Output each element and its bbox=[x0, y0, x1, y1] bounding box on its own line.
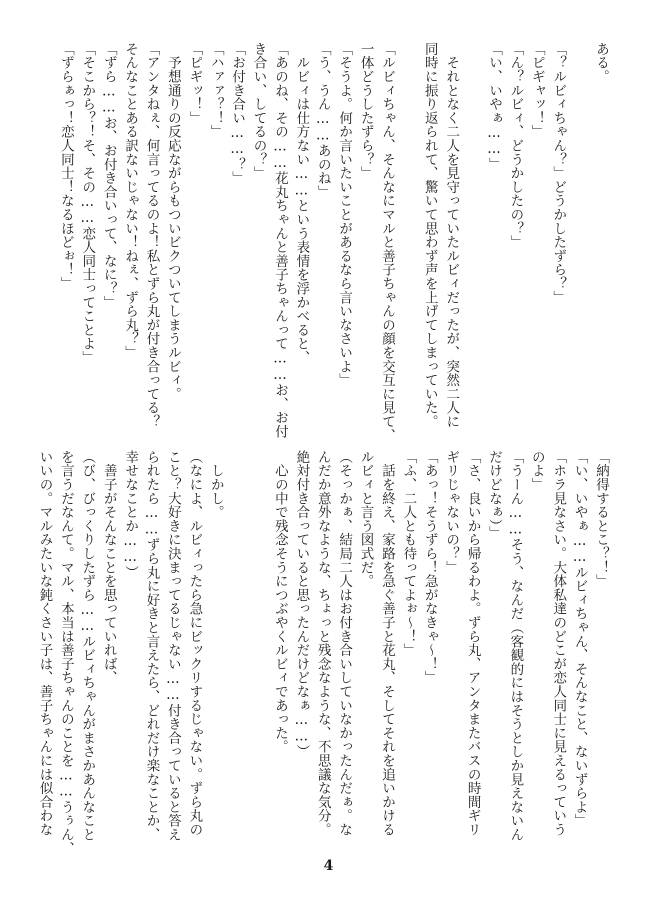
text-line: 「ずらぁっ！恋人同士！なるほどぉ！」 bbox=[57, 42, 74, 291]
text-line: 同時に振り返られて、驚いて思わず声を上げてしまっていた。 bbox=[421, 42, 438, 429]
text-line: 「ルビィちゃん、そんなにマルと善子ちゃんの顔を交互に見て、 bbox=[378, 42, 395, 443]
text-line: 幸せなことか……） bbox=[122, 450, 139, 580]
text-line: 心の中で残念そうにつぶやくルビィであった。 bbox=[271, 450, 288, 754]
text-line bbox=[461, 42, 482, 402]
text-line: 「ん？ルビィ、どうかしたの？」 bbox=[507, 42, 524, 249]
lower-text-tier bbox=[36, 450, 611, 856]
text-line: 「ピギャッ！」 bbox=[528, 42, 545, 139]
text-line: のよ」 bbox=[528, 450, 545, 492]
text-line: ギリじゃないの？」 bbox=[443, 450, 460, 575]
text-line: こと？大好きに決まってるじゃない……付き合っていると答え bbox=[164, 450, 181, 842]
text-line: 「さ、良いから帰るわよ。ずら丸、アンタまたバスの時間ギリ bbox=[464, 450, 481, 837]
text-line: んだか意外なような、ちょっと残念なような、不思議な気分。 bbox=[314, 450, 331, 837]
text-line: だけどなぁ）」 bbox=[485, 450, 502, 540]
text-line: 「ハァァ？！」 bbox=[207, 42, 224, 139]
text-line: 「お付き合い……？」 bbox=[229, 42, 246, 185]
text-line: 善子がそんなことを思っていれば、 bbox=[100, 450, 117, 685]
text-line: 「ピギッ！」 bbox=[186, 42, 203, 125]
page-number: 4 bbox=[323, 858, 334, 874]
text-line: られたら……ずら丸に好きと言えたら、どれだけ楽なことか、 bbox=[143, 450, 160, 842]
text-line: 「あっ！そうずら！急がなきゃ～！」 bbox=[421, 450, 438, 685]
text-line: ルビィと言う図式だ。 bbox=[357, 450, 374, 588]
text-line: （び、びっくりしたずら……ルビィちゃんがまさかあんなこと bbox=[79, 450, 96, 842]
text-line: 「ホラ見なさい。大体私達のどこが恋人同士に見えるっていう bbox=[550, 450, 567, 837]
text-line: 話を終え、家路を急ぐ善子と花丸、そしてそれを追いかける bbox=[378, 450, 395, 837]
text-line: 「あのね、その……花丸ちゃんと善子ちゃんって……お、お付 bbox=[271, 42, 288, 439]
text-line: それとなく二人を見守っていたルビィだったが、突然二人に bbox=[443, 42, 460, 429]
text-line bbox=[226, 450, 247, 810]
text-line: 「そこから？！そ、その……恋人同士ってことよ」 bbox=[79, 42, 96, 365]
text-line: （そっかぁ、結局二人はお付き合いしていなかったんだぁ。な bbox=[336, 450, 353, 837]
upper-text-tier bbox=[41, 42, 611, 443]
text-line: き合い、してるの？」 bbox=[250, 42, 267, 180]
text-line: 「ふ、二人とも待ってよぉ～！」 bbox=[400, 450, 417, 657]
text-line: いいの。マルみたいな鈍くさい子は、善子ちゃんには似合わな bbox=[36, 450, 53, 837]
text-line bbox=[568, 42, 589, 402]
text-line: 「い、いやぁ……ルビィちゃん、そんなこと、ないずらよ」 bbox=[571, 450, 588, 828]
text-line: 「い、いやぁ……」 bbox=[485, 42, 502, 172]
text-line: を言うだなんて。マル、本当は善子ちゃんのことを……うぅん、 bbox=[57, 450, 74, 856]
text-line: （なによ、ルビィったら急にビックリするじゃない。ずら丸の bbox=[186, 450, 203, 837]
text-line: 「うーん……そう、なんだ（客観的にはそうとしか見えないん bbox=[507, 450, 524, 842]
text-line: ある。 bbox=[593, 42, 609, 84]
text-line: 絶対付き合っていると思ったんだけどなぁ……） bbox=[293, 450, 310, 759]
text-line: ルビィは仕方ない……という表情を浮かべると、 bbox=[293, 42, 310, 365]
text-line: 「？ルビィちゃん？」どうかしたずら？」 bbox=[550, 42, 567, 305]
text-line: そんなことある訳ないじゃない！ねぇ、ずら丸？」 bbox=[122, 42, 139, 360]
text-line: 「納得するとこ？！」 bbox=[593, 450, 609, 588]
text-line: 一体どうしたずら？」 bbox=[357, 42, 374, 180]
text-line bbox=[397, 42, 418, 402]
text-line: 「アンタねぇ、何言ってるのよ！私とずら丸が付き合ってる？ bbox=[143, 42, 160, 429]
text-line bbox=[247, 450, 268, 810]
text-line: 予想通りの反応ながらもついビクついてしまうルビィ。 bbox=[164, 42, 181, 401]
text-line: しかし。 bbox=[207, 450, 224, 519]
text-line: 「そうよ。何か言いたいことがあるなら言いなさいよ」 bbox=[336, 42, 353, 387]
text-line: 「う、うん……あのね」 bbox=[314, 42, 331, 199]
text-line: 「ずら……お、お付き合いって、なに？」 bbox=[100, 42, 117, 310]
